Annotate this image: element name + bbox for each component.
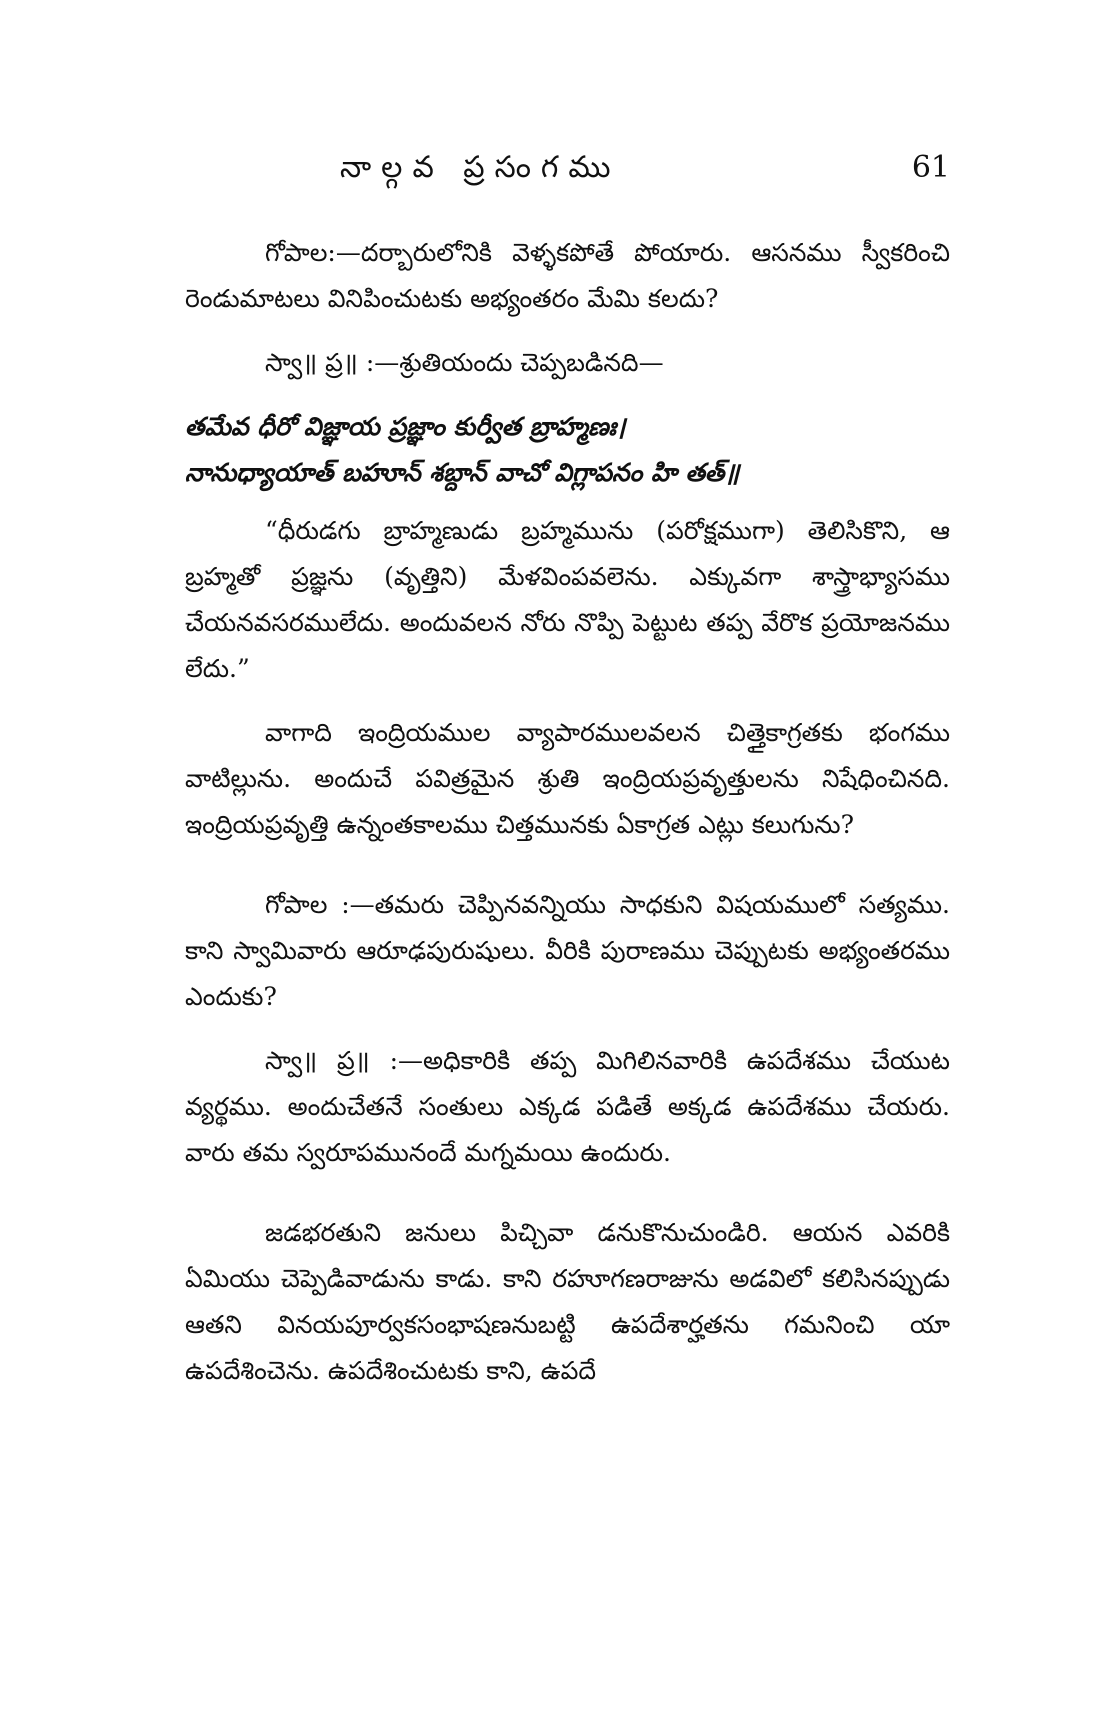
paragraph-gopala-1: గోపాల:—దర్బారులోనికి వెళ్ళకపోతే పోయారు. ఆసనము స్వీకరించి రెండుమాటలు వినిపించుటకు అభ్యంతరం మేమి కలదు? bbox=[185, 238, 950, 313]
page-header bbox=[180, 150, 950, 200]
verse-line-1: తమేవ ధీరో విజ్ఞాయ ప్రజ్ఞాం కుర్వీత బ్రాహ్మణః। bbox=[185, 412, 626, 441]
page-number: 61 bbox=[911, 150, 950, 185]
running-head: నాల్గవ ప్రసంగము bbox=[340, 150, 621, 185]
paragraph-commentary: వాగాది ఇంద్రియముల వ్యాపారములవలన చిత్తైకాగ్రతకు భంగము వాటిల్లును. అందుచే పవిత్రమైన శ్రుతి ఇంద్రియప్రవృత్తులను నిషేధించినది. ఇంద్రియప్రవృత్తి ఉన్నంతకాలము చిత్తమునకు ఏకాగ్రత ఎట్లు కలుగును? bbox=[185, 718, 950, 839]
paragraph-jadabharata: జడభరతుని జనులు పిచ్చివా డనుకొనుచుండిరి. ఆయన ఎవరికి ఏమియు చెప్పెడివాడును కాడు. కాని రహూగణరాజును అడవిలో కలిసినప్పుడు ఆతని వినయపూర్వకసంభాషణనుబట్టి ఉపదేశార్హతను గమనించి యా ఉపదేశించెను. ఉపదేశించుటకు కాని, ఉపదే bbox=[185, 1218, 950, 1385]
verse-translation: “ధీరుడగు బ్రాహ్మణుడు బ్రహ్మమును (పరోక్షముగా) తెలిసికొని, ఆ బ్రహ్మతో ప్రజ్ఞను (వృత్తిని) మేళవింపవలెను. ఎక్కువగా శాస్త్రాభ్యాసము చేయనవసరములేదు. అందువలన నోరు నొప్పి పెట్టుట తప్ప వేరొక ప్రయోజనము లేదు.” bbox=[185, 516, 950, 683]
paragraph-gopala-2: గోపాల :—తమరు చెప్పినవన్నియు సాధకుని విషయములో సత్యము. కాని స్వామివారు ఆరూఢపురుషులు. వీరికి పురాణము చెప్పుటకు అభ్యంతరము ఎందుకు? bbox=[185, 890, 950, 1011]
page-body bbox=[185, 230, 950, 1412]
sanskrit-verse bbox=[185, 404, 950, 496]
paragraph-swami-1: స్వా॥ ప్ర॥ :—శ్రుతియందు చెప్పబడినది— bbox=[265, 348, 664, 377]
verse-line-2: నానుధ్యాయాత్ బహూన్ శబ్దాన్ వాచో విగ్లాపనం హి తత్॥ bbox=[185, 458, 740, 487]
paragraph-swami-2: స్వా॥ ప్ర॥ :—అధికారికి తప్ప మిగిలినవారికి ఉపదేశము చేయుట వ్యర్థము. అందుచేతనే సంతులు ఎక్కడ పడితే అక్కడ ఉపదేశము చేయరు. వారు తమ స్వరూపమునందే మగ్నమయి ఉందురు. bbox=[185, 1046, 950, 1167]
